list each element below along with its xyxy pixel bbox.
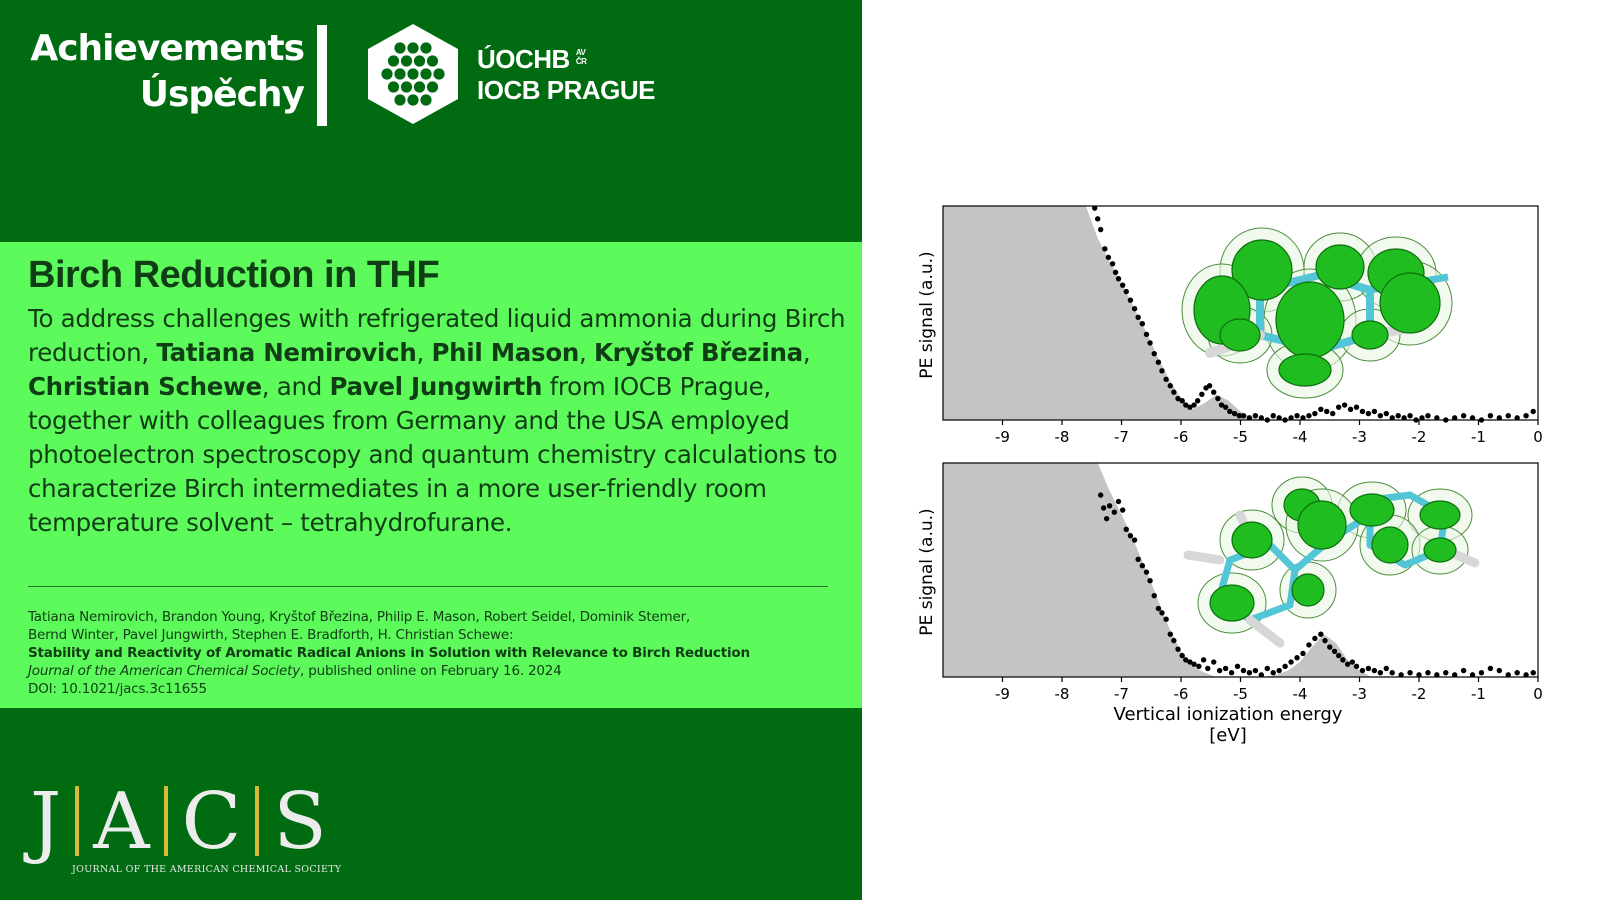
x-tick-label: -9 [995,685,1010,703]
orbital-lobe [1420,501,1460,529]
title-divider-bar [317,25,327,126]
data-point [1345,661,1350,666]
data-point [1112,510,1117,515]
data-point [1144,569,1149,574]
data-point [1196,664,1201,669]
orbital-lobe [1279,354,1331,386]
iocb-hexagon-logo [368,24,458,124]
citation-authors-1: Tatiana Nemirovich, Brandon Young, Kryštof Březina, Philip E. Mason, Robert Seidel, Dominik Stemer, [28,609,691,625]
data-point [1253,668,1258,673]
x-tick-label: -3 [1352,685,1367,703]
logo-dot [388,55,399,66]
data-point [1407,413,1412,418]
data-point [1336,653,1341,658]
data-point [1120,507,1125,512]
data-point [1163,617,1168,622]
data-point [1276,668,1281,673]
data-point [1135,315,1140,320]
data-point [1168,383,1173,388]
citation-authors-2: Bernd Winter, Pavel Jungwirth, Stephen E. Bradforth, H. Christian Schewe: [28,627,514,643]
logo-dot [420,42,431,53]
jacs-logo [30,777,360,878]
orbital-lobe [1316,245,1364,289]
data-point [1523,413,1528,418]
logo-dot [433,68,444,79]
data-point [1312,636,1317,641]
y-axis-label-bottom: PE signal (a.u.) [917,508,937,636]
x-tick-label: -4 [1292,428,1308,446]
citation-published: , published online on February 16. 2024 [300,663,562,679]
x-tick-label: -5 [1233,428,1248,446]
data-point [1135,557,1140,562]
data-point [1336,404,1341,409]
data-point [1354,404,1359,409]
orbital-lobe [1424,538,1456,562]
x-tick-label: -7 [1114,685,1129,703]
data-point [1124,527,1129,532]
data-point [1360,409,1365,414]
data-point [1300,651,1305,656]
article-panel [0,242,862,708]
x-tick-label: -6 [1173,685,1189,703]
data-point [1179,653,1184,658]
data-point [1294,413,1299,418]
x-tick-label: -8 [1054,685,1070,703]
orbital-lobe [1220,319,1260,351]
data-point [1156,606,1161,611]
data-point [1223,666,1228,671]
data-point [1488,666,1493,671]
data-point [1199,392,1204,397]
data-point [1461,413,1466,418]
data-point [1306,413,1311,418]
data-point [1159,368,1164,373]
data-point [1095,216,1100,221]
data-point [1366,411,1371,416]
article-headline: Birch Reduction in THF [28,254,440,296]
data-point [1116,499,1121,504]
data-point [1147,340,1152,345]
data-point [1332,649,1337,654]
logo-dot [394,94,405,105]
data-point [1322,638,1327,643]
orbital-lobe [1350,494,1394,526]
x-tick-label: -5 [1233,685,1248,703]
x-tick-label: -9 [995,428,1010,446]
author-name: Christian Schewe [28,372,262,401]
data-point [1294,655,1299,660]
logo-dot [394,68,405,79]
data-point [1201,657,1206,662]
data-point [1124,289,1129,294]
data-point [1211,389,1216,394]
data-point [1132,537,1137,542]
data-point [1211,659,1216,664]
data-point [1247,670,1252,675]
data-point [1171,389,1176,394]
pe-spectrum-bottom-svg [900,455,1550,740]
author-name: Pavel Jungwirth [329,372,543,401]
data-point [1378,413,1383,418]
data-point [1350,659,1355,664]
data-point [1191,661,1196,666]
orbital-lobe [1232,522,1272,558]
x-tick-label: -1 [1471,685,1486,703]
y-axis-label-top: PE signal (a.u.) [917,251,937,379]
logo-dot [420,68,431,79]
data-point [1229,670,1234,675]
logo-iocb-prague: IOCB PRAGUE [477,75,655,105]
orbital-lobe [1210,585,1254,621]
jacs-separator [255,786,259,856]
achievements-title-en: Achievements [30,28,304,69]
data-point [1531,409,1536,414]
data-point [1104,516,1109,521]
data-point [1110,261,1115,266]
data-point [1098,492,1103,497]
jacs-separator [75,786,79,856]
data-point [1342,402,1347,407]
data-point [1152,351,1157,356]
logo-uochb: ÚOCHB [477,44,570,74]
data-point [1107,503,1112,508]
data-point [1372,409,1377,414]
data-point [1327,644,1332,649]
data-point [1318,632,1323,637]
orbital-lobe [1276,282,1344,358]
data-point [1120,282,1125,287]
x-tick-label: -4 [1292,685,1308,703]
iocb-logo-text [477,44,655,106]
data-point [1330,411,1335,416]
pe-spectrum-bottom [900,455,1550,740]
citation-title: Stability and Reactivity of Aromatic Radical Anions in Solution with Relevance to Birch Reduction [28,645,750,661]
data-point [1223,404,1228,409]
x-tick-label: 0 [1533,685,1543,703]
data-point [1488,413,1493,418]
x-tick-label: -6 [1173,428,1189,446]
logo-dot [414,55,425,66]
logo-dot [394,42,405,53]
data-point [1175,646,1180,651]
jacs-letter-s: S [273,777,327,867]
jacs-separator [164,786,168,856]
data-point [1354,664,1359,669]
data-point [1425,670,1430,675]
data-point [1372,668,1377,673]
data-point [1395,413,1400,418]
data-point [1235,664,1240,669]
data-point [1106,255,1111,260]
logo-dot [427,55,438,66]
author-name: Tatiana Nemirovich [156,338,417,367]
jacs-letter-j: J [30,777,62,867]
pe-spectrum-top [900,195,1550,455]
data-point [1360,668,1365,673]
data-point [1514,670,1519,675]
data-point [1217,668,1222,673]
citation-journal-line [28,662,848,680]
data-point [1116,276,1121,281]
data-point [1324,409,1329,414]
x-tick-label: -1 [1471,428,1486,446]
data-point [1366,666,1371,671]
data-point [1128,297,1133,302]
data-point [1179,398,1184,403]
data-point [1506,413,1511,418]
achievements-title-cz: Úspěchy [139,74,304,115]
content-divider [28,586,828,587]
data-point [1132,306,1137,311]
data-point [1425,413,1430,418]
x-tick-label: 0 [1533,428,1543,446]
data-point [1306,642,1311,647]
data-point [1241,413,1246,418]
jacs-subtitle: JOURNAL OF THE AMERICAN CHEMICAL SOCIETY [72,864,342,875]
logo-dot [414,81,425,92]
data-point [1253,413,1258,418]
header [0,0,862,242]
data-point [1163,377,1168,382]
data-point [1479,670,1484,675]
data-point [1407,670,1412,675]
data-point [1128,533,1133,538]
data-point [1282,664,1287,669]
achievements-title [30,26,304,118]
orbital-lobe [1380,273,1440,333]
data-point [1140,321,1145,326]
citation-journal: Journal of the American Chemical Society [28,663,301,679]
logo-dot [420,94,431,105]
orbital-lobe [1292,574,1324,606]
logo-dot [407,42,418,53]
data-point [1443,670,1448,675]
data-point [1102,246,1107,251]
citation-doi: DOI: 10.1021/jacs.3c11655 [28,681,207,697]
data-point [1384,666,1389,671]
data-point [1156,360,1161,365]
data-point [1232,411,1237,416]
data-point [1531,670,1536,675]
logo-dot [407,94,418,105]
author-name: Kryštof Březina [593,338,803,367]
data-point [1215,396,1220,401]
logo-dot [381,68,392,79]
data-point [1168,632,1173,637]
data-point [1159,610,1164,615]
x-tick-label: -3 [1352,428,1367,446]
author-name: Phil Mason [431,338,579,367]
data-point [1144,332,1149,337]
data-point [1340,657,1345,662]
molecule-h-bond [1250,620,1280,643]
x-tick-label: -2 [1411,428,1427,446]
data-point [1461,668,1466,673]
logo-dot [427,81,438,92]
data-point [1227,409,1232,414]
x-tick-label: -8 [1054,428,1070,446]
orbital-lobe [1372,527,1408,563]
data-point [1384,411,1389,416]
data-point [1113,270,1118,275]
orbital-lobe [1298,501,1346,549]
x-tick-label: -7 [1114,428,1129,446]
pe-spectrum-top-svg [900,195,1550,455]
data-point [1147,578,1152,583]
data-point [1101,505,1106,510]
data-point [1348,407,1353,412]
article-body: To address challenges with refrigerated liquid ammonia during Birch reduction, Tatiana Nemirovich, Phil Mason, Kryštof Březina, Christian Schewe, and Pavel Jungwirth from IOCB Prague, together with colleagues from Germany and the USA employed photoelectron spectroscopy and quantum chemistry calculations to characterize Birch intermediates in a more user-friendly room temperature solvent – tetrahydrofurane. [28,304,846,537]
data-point [1191,402,1196,407]
data-point [1390,670,1395,675]
jacs-letter-a: A [93,777,150,867]
data-point [1205,666,1210,671]
jacs-letter-c: C [181,777,242,867]
logo-dot [388,81,399,92]
data-point [1271,413,1276,418]
data-point [1171,638,1176,643]
data-point [1098,227,1103,232]
molecule-h-bond [1188,555,1220,560]
logo-dot [401,55,412,66]
data-point [1318,407,1323,412]
data-point [1140,563,1145,568]
data-point [1241,668,1246,673]
data-point [1312,411,1317,416]
logo-dot [401,81,412,92]
data-point [1265,666,1270,671]
data-point [1288,659,1293,664]
x-tick-label: -2 [1411,685,1427,703]
logo-dot [407,68,418,79]
logo-av-cr: AV ČR [575,48,587,66]
data-point [1271,670,1276,675]
data-point [1152,593,1157,598]
data-point [1207,383,1212,388]
orbital-lobe [1352,321,1388,349]
data-point [1378,670,1383,675]
data-point [1195,398,1200,403]
data-point [1497,668,1502,673]
x-axis-label: Vertical ionization energy [eV] [1113,704,1343,746]
citation [28,608,848,698]
